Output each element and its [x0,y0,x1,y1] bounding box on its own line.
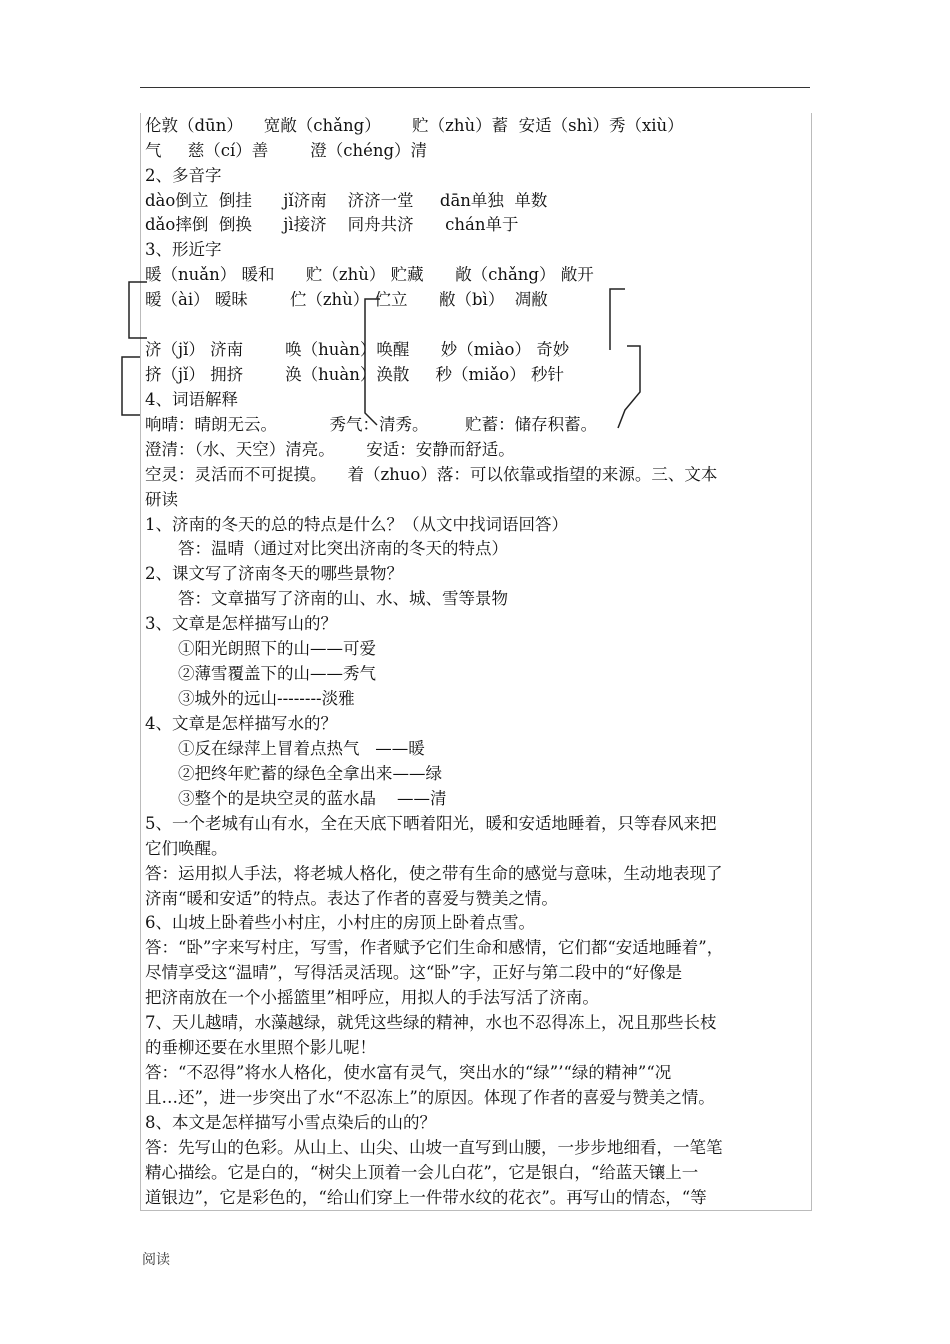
text-line: dào倒立 倒挂 jǐ济南 济济一堂 dān单独 单数 [145,191,548,210]
list-item: ①阳光朗照下的山——可爱 [178,639,376,658]
question: 5、一个老城有山有水，全在天底下晒着阳光，暖和安适地睡着，只等春风来把 [145,814,717,833]
text-line: 伦敦（dūn） 宽敞（chǎng） 贮（zhù）蓄 安适（shì）秀（xiù） [145,116,684,135]
bracket-mark [365,299,380,425]
question: 4、文章是怎样描写水的？ [145,714,337,733]
section-heading: 4、词语解释 [145,390,238,409]
answer: 且…还”，进一步突出了水“不忍冻上”的原因。体现了作者的喜爱与赞美之情。 [145,1088,715,1107]
bracket-mark [610,289,625,350]
bracket-mark [618,346,640,428]
question: 它们唤醒。 [145,839,228,858]
list-item: ②把终年贮蓄的绿色全拿出来——绿 [178,764,442,783]
answer: 济南“暖和安适”的特点。表达了作者的喜爱与赞美之情。 [145,889,558,908]
bracket-mark [129,282,147,338]
question: 8、本文是怎样描写小雪点染后的山的？ [145,1113,436,1132]
answer: 答：先写山的色彩。从山上、山尖、山坡一直写到山腰，一步步地细看，一笔笔 [145,1138,723,1157]
section-heading: 研读 [145,490,178,509]
question: 的垂柳还要在水里照个影儿呢！ [145,1038,376,1057]
answer: 答：“不忍得”将水人格化，使水富有灵气，突出水的“绿”’“绿的精神”“况 [145,1063,672,1082]
text-line: 济（jǐ） 济南 唤（huàn）唤醒 妙（miào） 奇妙 [145,340,570,359]
answer: 把济南放在一个小摇篮里”相呼应，用拟人的手法写活了济南。 [145,988,599,1007]
answer: 答：温晴（通过对比突出济南的冬天的特点） [178,539,508,558]
page-footer: 阅读 [142,1252,170,1268]
text-line: dǎo摔倒 倒换 jì接济 同舟共济 chán单于 [145,215,519,234]
text-line: 空灵：灵活而不可捉摸。 着（zhuo）落：可以依靠或指望的来源。三、文本 [145,465,718,484]
answer: 答：运用拟人手法，将老城人格化，使之带有生命的感觉与意味，生动地表现了 [145,864,723,883]
question: 7、天儿越晴，水藻越绿，就凭这些绿的精神，水也不忍得冻上，况且那些长枝 [145,1013,717,1032]
list-item: ①反在绿萍上冒着点热气 ——暖 [178,739,425,758]
question: 6、山坡上卧着些小村庄，小村庄的房顶上卧着点雪。 [145,913,535,932]
question: 1、济南的冬天的总的特点是什么？（从文中找词语回答） [145,515,568,534]
text-line: 挤（jǐ） 拥挤 涣（huàn）涣散 秒（miǎo） 秒针 [145,365,564,384]
section-heading: 3、形近字 [145,240,222,259]
answer: 答：文章描写了济南的山、水、城、雪等景物 [178,589,508,608]
question: 3、文章是怎样描写山的？ [145,614,337,633]
text-line: 暖（nuǎn） 暖和 贮（zhù） 贮藏 敞（chǎng） 敞开 [145,265,594,284]
list-item: ②薄雪覆盖下的山——秀气 [178,664,376,683]
answer: 尽情享受这“温晴”，写得活灵活现。这“卧”字，正好与第二段中的“好像是 [145,963,683,982]
list-item: ③整个的是块空灵的蓝水晶 ——清 [178,789,447,808]
section-heading: 2、多音字 [145,166,222,185]
question: 2、课文写了济南冬天的哪些景物？ [145,564,403,583]
text-line: 气 慈（cí）善 澄（chéng）清 [145,141,428,160]
bracket-mark [122,357,140,415]
list-item: ③城外的远山--------淡雅 [178,689,355,708]
answer: 道银边”，它是彩色的，“给山们穿上一件带水纹的花衣”。再写山的情态，“等 [145,1188,707,1207]
text-line: 澄清：（水、天空）清亮。 安适：安静而舒适。 [145,440,515,459]
answer: 精心描绘。它是白的，“树尖上顶着一会儿白花”，它是银白，“给蓝天镶上一 [145,1163,699,1182]
text-line: 暧（ài） 暧昧 伫（zhù） 伫立 敝（bì） 凋敝 [145,290,548,309]
answer: 答：“卧”字来写村庄，写雪，作者赋予它们生命和感情，它们都“安适地睡着”， [145,938,724,957]
text-line: 响晴：晴朗无云。 秀气：清秀。 贮蓄：储存积蓄。 [145,415,598,434]
